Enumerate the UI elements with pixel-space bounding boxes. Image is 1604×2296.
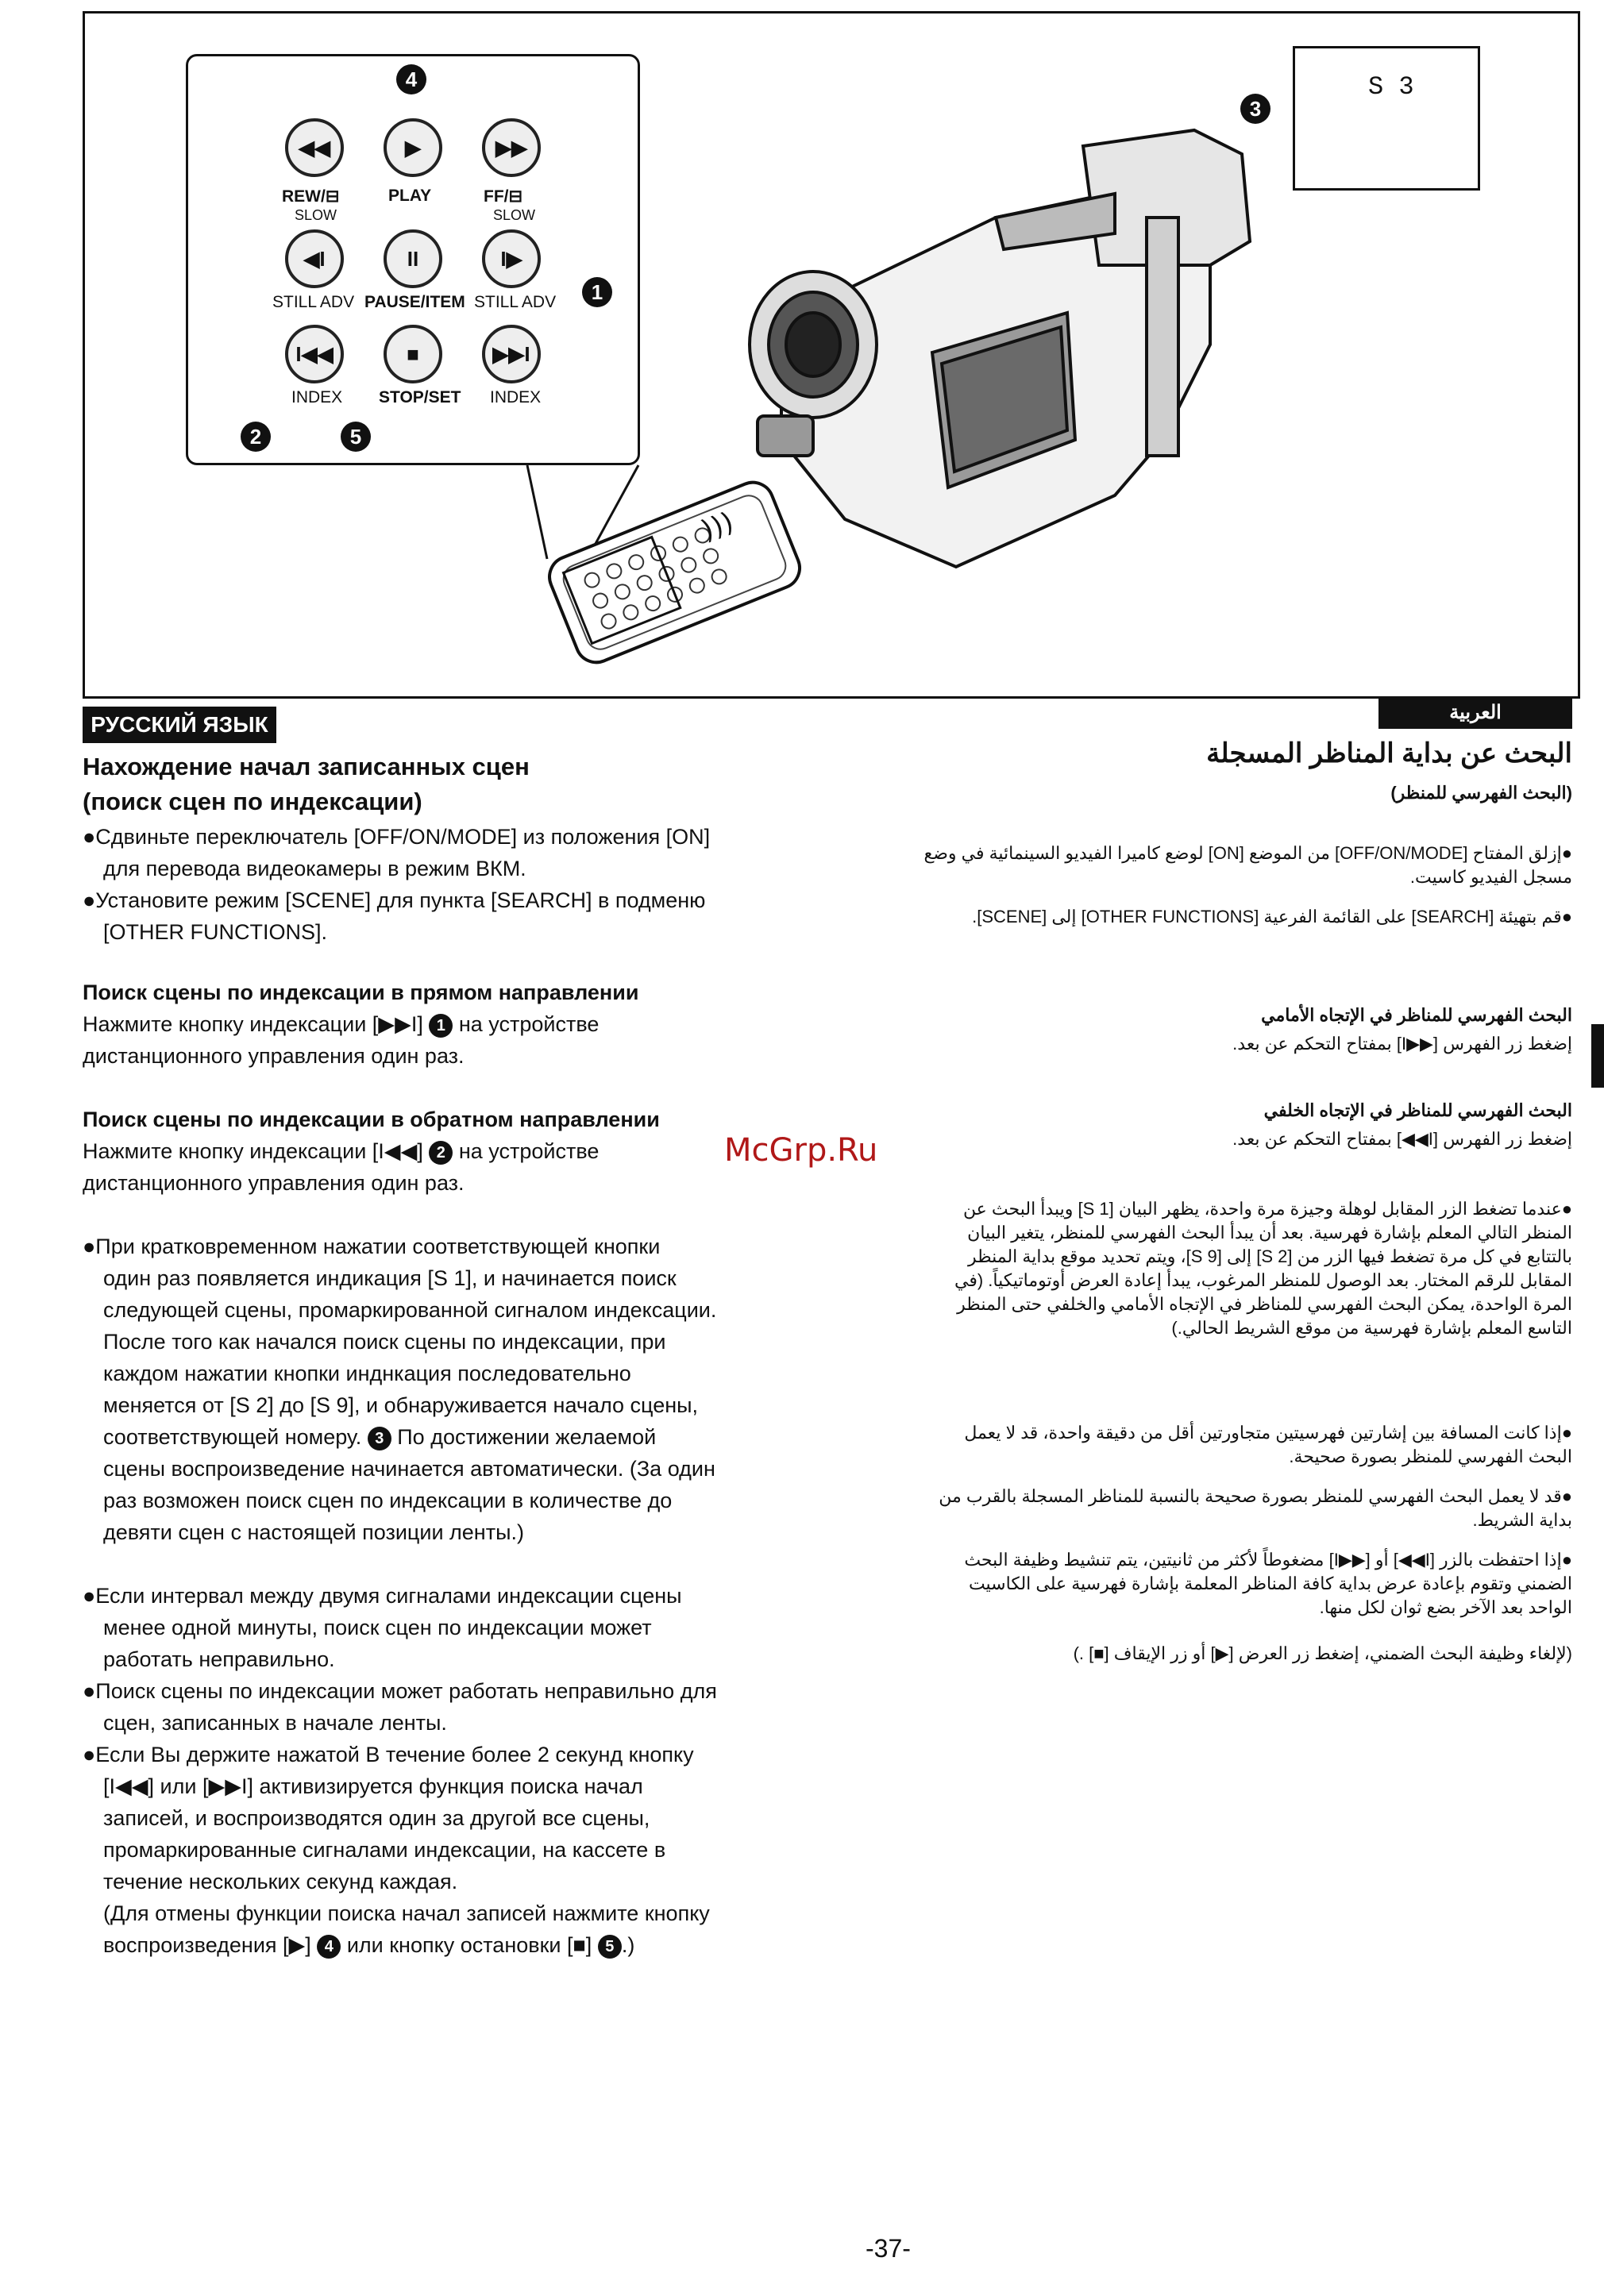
- ar-reverse-text: إضغط زر الفهرس [I◀◀] بمفتاح التحكم عن بعد.: [1232, 1129, 1572, 1149]
- rewind-button: ◀◀: [285, 118, 344, 177]
- ar-paragraph1: ●عندما تضغط الزر المقابل لوهلة وجيزة مرة واحدة، يظهر البيان [S 1] ويبدأ البحث عن المنظر التالي المعلم بإشارة فهرسية. بعد أن يبدأ البحث الفهرسي للمنظر، يتغير البيان بالتتابع في كل مرة تضغط فيها الزر من [S 2] إلى [S 9]، ويتم تحديد موقع بداية المنظر المقابل للرقم المختار. بعد الوصول للمنظر المرغوب، يبدأ إعادة العرض أوتوماتيكياً. (في المرة الواحدة، يمكن البحث الفهرسي للمناظر في الإتجاه الأمامي والخلفي حتى المنظر التاسع المعلم بإشارة فهرسية من موقع الشريط الحالي.): [954, 1199, 1572, 1338]
- ru-bullet2-line2: [OTHER FUNCTIONS].: [103, 920, 327, 944]
- badge-1: 1: [429, 1014, 453, 1038]
- slow-left-label: SLOW: [295, 207, 337, 223]
- badge-5: 5: [598, 1935, 622, 1959]
- scene-indicator: S 3: [1368, 72, 1414, 102]
- ru-p1-line10: девяти сцен с настоящей позиции ленты.): [103, 1520, 524, 1544]
- ru-p2-line1: ●Если интервал между двумя сигналами индексации сцены: [83, 1584, 682, 1608]
- ar-bullet1: ●إزلق المفتاح [OFF/ON/MODE] من الموضع [ON] لوضع كاميرا الفيديو السينمائية في وضع مسجل الفيديو كاسيت.: [923, 843, 1572, 887]
- ru-bullet1-line1: ●Сдвиньте переключатель [OFF/ON/MODE] из положения [ON]: [83, 825, 711, 849]
- ru-p4-line7: [103, 1929, 862, 1961]
- callout-5: 5: [341, 422, 371, 452]
- ru-p2-line2: менее одной минуты, поиск сцен по индексации может: [103, 1616, 652, 1639]
- ar-title: البحث عن بداية المناظر المسجلة: [1206, 738, 1572, 769]
- ru-title-line1: Нахождение начал записанных сцен: [83, 753, 530, 780]
- inset-pointer-line-left: [527, 465, 547, 559]
- ru-forward-text: Нажмите кнопку индексации [▶▶I]: [83, 1012, 423, 1036]
- ru-title-line2: (поиск сцен по индексации): [83, 788, 422, 815]
- play-button: ▶: [384, 118, 442, 177]
- ru-p4-line5: течение нескольких секунд каждая.: [103, 1870, 458, 1893]
- remote-inset-panel: [186, 54, 640, 465]
- play-label: PLAY: [388, 187, 432, 205]
- ar-paragraph2: ●إذا كانت المسافة بين إشارتين فهرسيتين متجاورتين أقل من دقيقة واحدة، قد لا يعمل البحث الفهرسي للمنظر بصورة صحيحة.: [964, 1423, 1572, 1466]
- pause-button: II: [384, 229, 442, 288]
- ru-p1-line8: сцены воспроизведение начинается автоматически. (За один: [103, 1457, 715, 1481]
- ru-p4-line6: (Для отмены функции поиска начал записей нажмите кнопку: [103, 1901, 710, 1925]
- ru-bullet2-line1: ●Установите режим [SCENE] для пункта [SEARCH] в подменю: [83, 888, 706, 912]
- ar-subtitle: (البحث الفهرسي للمنظر): [1390, 783, 1572, 803]
- ru-p4-line1: ●Если Вы держите нажатой В течение более 2 секунд кнопку: [83, 1743, 694, 1766]
- index-left-label: INDEX: [291, 388, 343, 406]
- camcorder-drawing: [750, 130, 1250, 567]
- callout-1: 1: [582, 277, 612, 307]
- infrared-signal: ))): [697, 506, 738, 547]
- ar-reverse-heading: البحث الفهرسي للمناظر في الإتجاه الخلفي: [1263, 1100, 1572, 1120]
- ru-reverse-text-b: на устройстве: [458, 1139, 600, 1163]
- still-adv-right-label: STILL ADV: [474, 293, 557, 311]
- slow-forward-button: I▶: [482, 229, 541, 288]
- ru-p3-line1: ●Поиск сцены по индексации может работать неправильно для: [83, 1679, 717, 1703]
- fast-forward-button: ▶▶: [482, 118, 541, 177]
- ru-reverse-line2: дистанционного управления один раз.: [83, 1171, 465, 1195]
- ru-forward-heading: Поиск сцены по индексации в прямом направлении: [83, 980, 639, 1004]
- ff-label: FF/⊟: [484, 187, 523, 206]
- watermark: McGrp.Ru: [724, 1132, 878, 1169]
- callout-4: 4: [396, 64, 426, 94]
- ru-p1-line4: После того как начался поиск сцены по индексации, при: [103, 1330, 666, 1354]
- slow-right-label: SLOW: [493, 207, 536, 223]
- ru-p4-line7b: или кнопку остановки [■]: [346, 1933, 592, 1957]
- ru-p2-line3: работать неправильно.: [103, 1647, 335, 1671]
- ru-reverse-text: Нажмите кнопку индексации [I◀◀]: [83, 1139, 423, 1163]
- ru-p1-line6: меняется от [S 2] до [S 9], и обнаруживается начало сцены,: [103, 1393, 699, 1417]
- page-number: -37-: [866, 2234, 911, 2263]
- ru-p1-line1: ●При кратковременном нажатии соответствующей кнопки: [83, 1235, 661, 1258]
- ru-p1-line9: раз возможен поиск сцен по индексации в количестве до: [103, 1489, 673, 1512]
- ar-paragraph4: ●إذا احتفظت بالزر [I◀◀] أو [▶▶I] مضغوطاً لأكثر من ثانيتين، يتم تنشيط وظيفة البحث الضمني وتقوم بإعادة عرض بداية كافة المناظر المعلمة بإشارة فهرسية على الكاسيت الواحد بعد الآخر بضع ثوان لكل منها.: [964, 1550, 1572, 1617]
- badge-4: 4: [317, 1935, 341, 1959]
- ru-p1-line5: каждом нажатии кнопки инднкация последовательно: [103, 1362, 631, 1385]
- russian-language-label: РУССКИЙ ЯЗЫК: [83, 707, 276, 743]
- pause-item-label: PAUSE/ITEM: [364, 293, 465, 311]
- ru-p4-line7c: .): [621, 1933, 635, 1957]
- index-next-button: ▶▶I: [482, 325, 541, 383]
- badge-2: 2: [429, 1141, 453, 1165]
- ar-bullet2: ●قم بتهيئة [SEARCH] على القائمة الفرعية [OTHER FUNCTIONS] إلى [SCENE].: [972, 907, 1572, 926]
- ar-paragraph3: ●قد لا يعمل البحث الفهرسي للمنظر بصورة صحيحة بالنسبة للمناظر المسجلة بالقرب من بداية الشريط.: [939, 1486, 1572, 1530]
- ru-p3-line2: сцен, записанных в начале ленты.: [103, 1711, 447, 1735]
- ru-p4-line2: [I◀◀] или [▶▶I] активизируется функция поиска начал: [103, 1774, 643, 1798]
- remote-control-drawing: [543, 476, 806, 668]
- page-edge-marker: [1591, 1024, 1604, 1088]
- still-adv-left-label: STILL ADV: [272, 293, 355, 311]
- ru-forward-line2: дистанционного управления один раз.: [83, 1044, 465, 1068]
- ru-forward-line1: [83, 1008, 861, 1040]
- ru-p4-line7a: воспроизведения [▶]: [103, 1933, 311, 1957]
- stop-button: ■: [384, 325, 442, 383]
- badge-3: 3: [368, 1427, 391, 1450]
- callout-3: 3: [1240, 94, 1270, 124]
- callout-2: 2: [241, 422, 271, 452]
- ar-paragraph5: (لإلغاء وظيفة البحث الضمني، إضغط زر العرض [▶] أو زر الإيقاف [■] .): [1073, 1643, 1572, 1663]
- ru-forward-text-b: на устройстве: [458, 1012, 600, 1036]
- ar-forward-text: إضغط زر الفهرس [▶▶I] بمفتاح التحكم عن بعد.: [1232, 1034, 1572, 1054]
- ru-p1-line7b: По достижении желаемой: [397, 1425, 657, 1449]
- ru-reverse-heading: Поиск сцены по индексации в обратном направлении: [83, 1108, 660, 1131]
- ru-p1-line7a: соответствующей номеру.: [103, 1425, 362, 1449]
- slow-rewind-button: ◀I: [285, 229, 344, 288]
- rew-label: REW/⊟: [282, 187, 340, 206]
- arabic-language-label: العربية: [1378, 697, 1572, 729]
- index-right-label: INDEX: [490, 388, 542, 406]
- ru-p1-line7: [103, 1421, 862, 1453]
- ru-p1-line3: следующей сцены, промаркированной сигналом индексации.: [103, 1298, 717, 1322]
- ru-p4-line3: записей, и воспроизводятся один за другой все сцены,: [103, 1806, 650, 1830]
- ru-p4-line4: промаркированные сигналами индексации, на кассете в: [103, 1838, 666, 1862]
- ru-bullet1-line2: для перевода видеокамеры в режим ВКМ.: [103, 857, 526, 880]
- index-prev-button: I◀◀: [285, 325, 344, 383]
- ar-forward-heading: البحث الفهرسي للمناظر في الإتجاه الأمامي: [1261, 1005, 1572, 1025]
- viewfinder-display: [1293, 46, 1480, 191]
- ru-p1-line2: один раз появляется индикация [S 1], и начинается поиск: [103, 1266, 677, 1290]
- stop-set-label: STOP/SET: [379, 388, 461, 406]
